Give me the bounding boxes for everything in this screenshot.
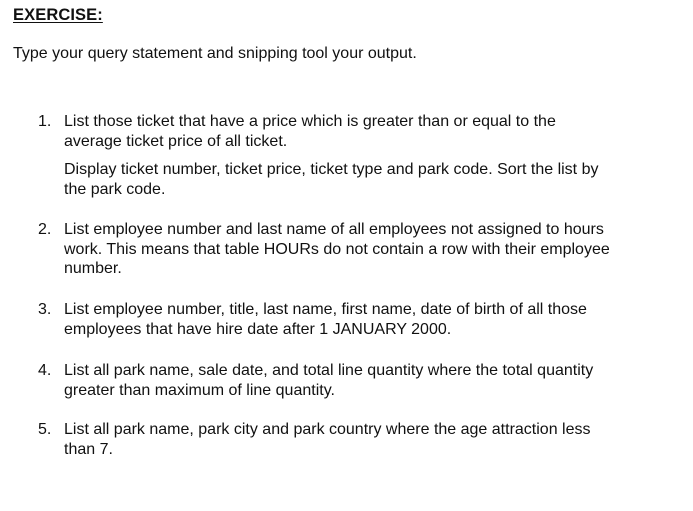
- item-number: 2.: [38, 221, 52, 238]
- instruction-text: Type your query statement and snipping tool your output.: [13, 45, 417, 62]
- item-number: 4.: [38, 362, 52, 379]
- item-subline: the park code.: [64, 180, 166, 198]
- item-subtext: [64, 160, 664, 199]
- item-text: [64, 300, 664, 339]
- item-number: 5.: [38, 421, 52, 438]
- item-text: [64, 361, 664, 400]
- item-text: [64, 220, 664, 279]
- item-subline: Display ticket number, ticket price, ticket type and park code. Sort the list by: [64, 161, 599, 178]
- item-text: [64, 420, 664, 459]
- item-line: List those ticket that have a price which is greater than or equal to the: [64, 113, 556, 130]
- item-line: List employee number, title, last name, first name, date of birth of all those: [64, 301, 587, 318]
- item-line: List employee number and last name of all employees not assigned to hours: [64, 221, 604, 238]
- item-text: [64, 112, 664, 151]
- item-number: 1.: [38, 113, 52, 130]
- item-line: work. This means that table HOURs do not contain a row with their employee: [64, 240, 610, 258]
- item-line: number.: [64, 260, 122, 277]
- item-line: List all park name, park city and park country where the age attraction less: [64, 421, 591, 438]
- item-number: 3.: [38, 301, 52, 318]
- item-line: average ticket price of all ticket.: [64, 132, 288, 150]
- item-line: greater than maximum of line quantity.: [64, 381, 335, 399]
- item-line: than 7.: [64, 440, 113, 458]
- item-line: employees that have hire date after 1 JANUARY 2000.: [64, 320, 452, 338]
- exercise-heading: EXERCISE:: [13, 6, 103, 24]
- item-line: List all park name, sale date, and total line quantity where the total quantity: [64, 362, 594, 379]
